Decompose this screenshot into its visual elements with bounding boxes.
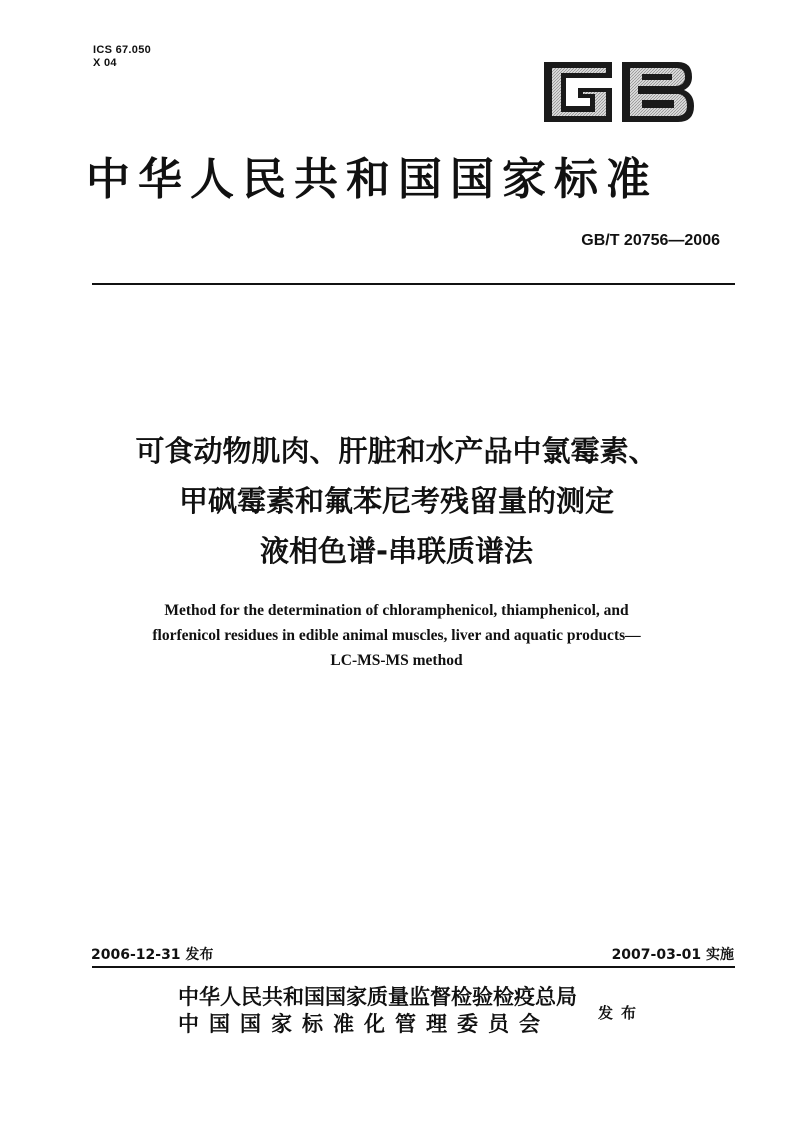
implementation-date: 2007-03-01 实施 xyxy=(611,947,734,963)
chinese-title-line-3: 液相色谱-串联质谱法 xyxy=(259,534,534,568)
issuer-sac: 中国国家标准化管理委员会 xyxy=(178,1012,550,1036)
header-divider xyxy=(92,283,735,285)
chinese-title xyxy=(60,426,733,576)
gb-logo xyxy=(538,56,698,128)
footer-divider xyxy=(92,966,735,968)
chinese-title-line-2: 甲砜霉素和氟苯尼考残留量的测定 xyxy=(178,484,614,518)
issuing-authorities xyxy=(178,984,577,1038)
national-standard-title: 中华人民共和国国家标准 xyxy=(86,154,658,205)
english-title-line-3: LC-MS-MS method xyxy=(330,652,463,669)
english-title-line-2: florfenicol residues in edible animal muscles, liver and aquatic products— xyxy=(152,627,641,644)
english-title-line-1: Method for the determination of chloramphenicol, thiamphenicol, and xyxy=(164,602,629,619)
english-title xyxy=(60,598,733,673)
ccs-code: X 04 xyxy=(93,57,117,69)
publish-label: 发布 xyxy=(598,1004,645,1022)
ics-code: ICS 67.050 xyxy=(93,44,152,56)
gb-logo-icon xyxy=(538,56,698,128)
standard-number: GB/T 20756—2006 xyxy=(581,232,720,249)
issuer-aqsiq: 中华人民共和国国家质量监督检验检疫总局 xyxy=(178,985,577,1009)
classification-codes xyxy=(93,44,151,70)
issue-date: 2006-12-31 发布 xyxy=(91,947,214,963)
chinese-title-line-1: 可食动物肌肉、肝脏和水产品中氯霉素、 xyxy=(135,434,658,468)
